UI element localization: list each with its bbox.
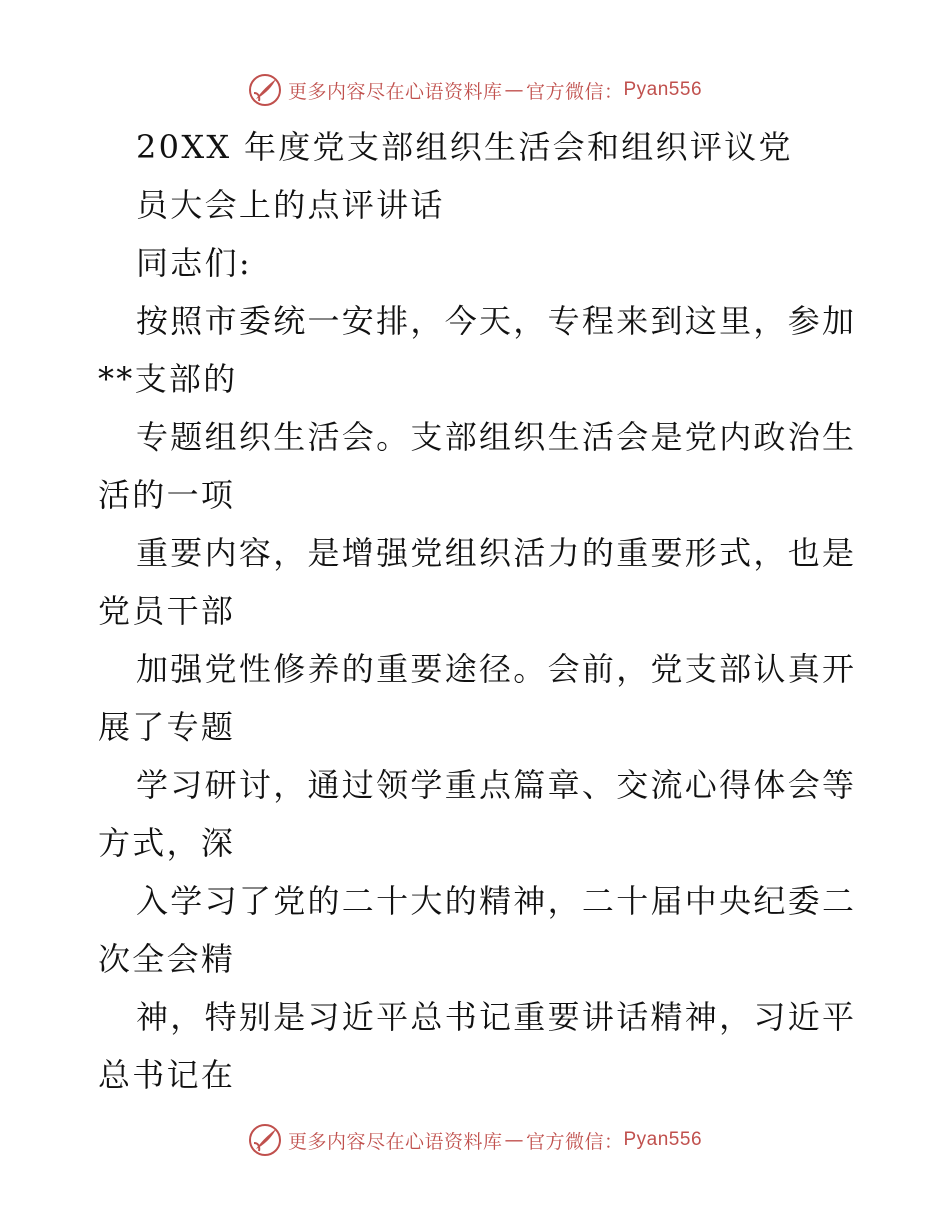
banner-promo-text: 更多内容尽在心语资料库 xyxy=(287,80,503,103)
header-banner xyxy=(0,70,950,110)
document-line: 方式，深 xyxy=(98,824,236,862)
document-line: 专题组织生活会。支部组织生活会是党内政治生 xyxy=(136,418,857,456)
document-line: 按照市委统一安排，今天，专程来到这里，参加 xyxy=(136,302,857,340)
banner-official-label: 官方微信： xyxy=(525,80,624,103)
document-body xyxy=(98,118,858,1104)
banner-wechat-id: Pyan556 xyxy=(623,79,703,100)
document-line: 加强党性修养的重要途径。会前，党支部认真开 xyxy=(136,650,857,688)
document-line: 展了专题 xyxy=(98,708,236,746)
document-line: 神，特别是习近平总书记重要讲话精神，习近平 xyxy=(136,998,857,1036)
quill-pen-logo-icon xyxy=(248,1123,282,1157)
document-line: 同志们: xyxy=(136,244,252,282)
banner-promo-text: 更多内容尽在心语资料库 xyxy=(287,1130,503,1153)
quill-pen-logo-icon xyxy=(248,73,282,107)
document-line: 重要内容，是增强党组织活力的重要形式，也是 xyxy=(136,534,857,572)
banner-wechat-id: Pyan556 xyxy=(623,1129,703,1150)
document-line: 总书记在 xyxy=(98,1056,236,1094)
document-line: 党员干部 xyxy=(98,592,236,630)
document-line: 学习研讨，通过领学重点篇章、交流心得体会等 xyxy=(136,766,857,804)
footer-banner xyxy=(0,1120,950,1160)
document-line: 活的一项 xyxy=(98,476,236,514)
document-line: 20XX 年度党支部组织生活会和组织评议党 xyxy=(136,128,793,166)
document-line: **支部的 xyxy=(98,360,238,398)
banner-official-label: 官方微信： xyxy=(525,1130,624,1153)
document-line: 入学习了党的二十大的精神，二十届中央纪委二 xyxy=(136,882,857,920)
document-line: 次全会精 xyxy=(98,940,236,978)
banner-dash: — xyxy=(504,1129,524,1151)
document-line: 员大会上的点评讲话 xyxy=(136,186,445,224)
banner-dash: — xyxy=(504,79,524,101)
